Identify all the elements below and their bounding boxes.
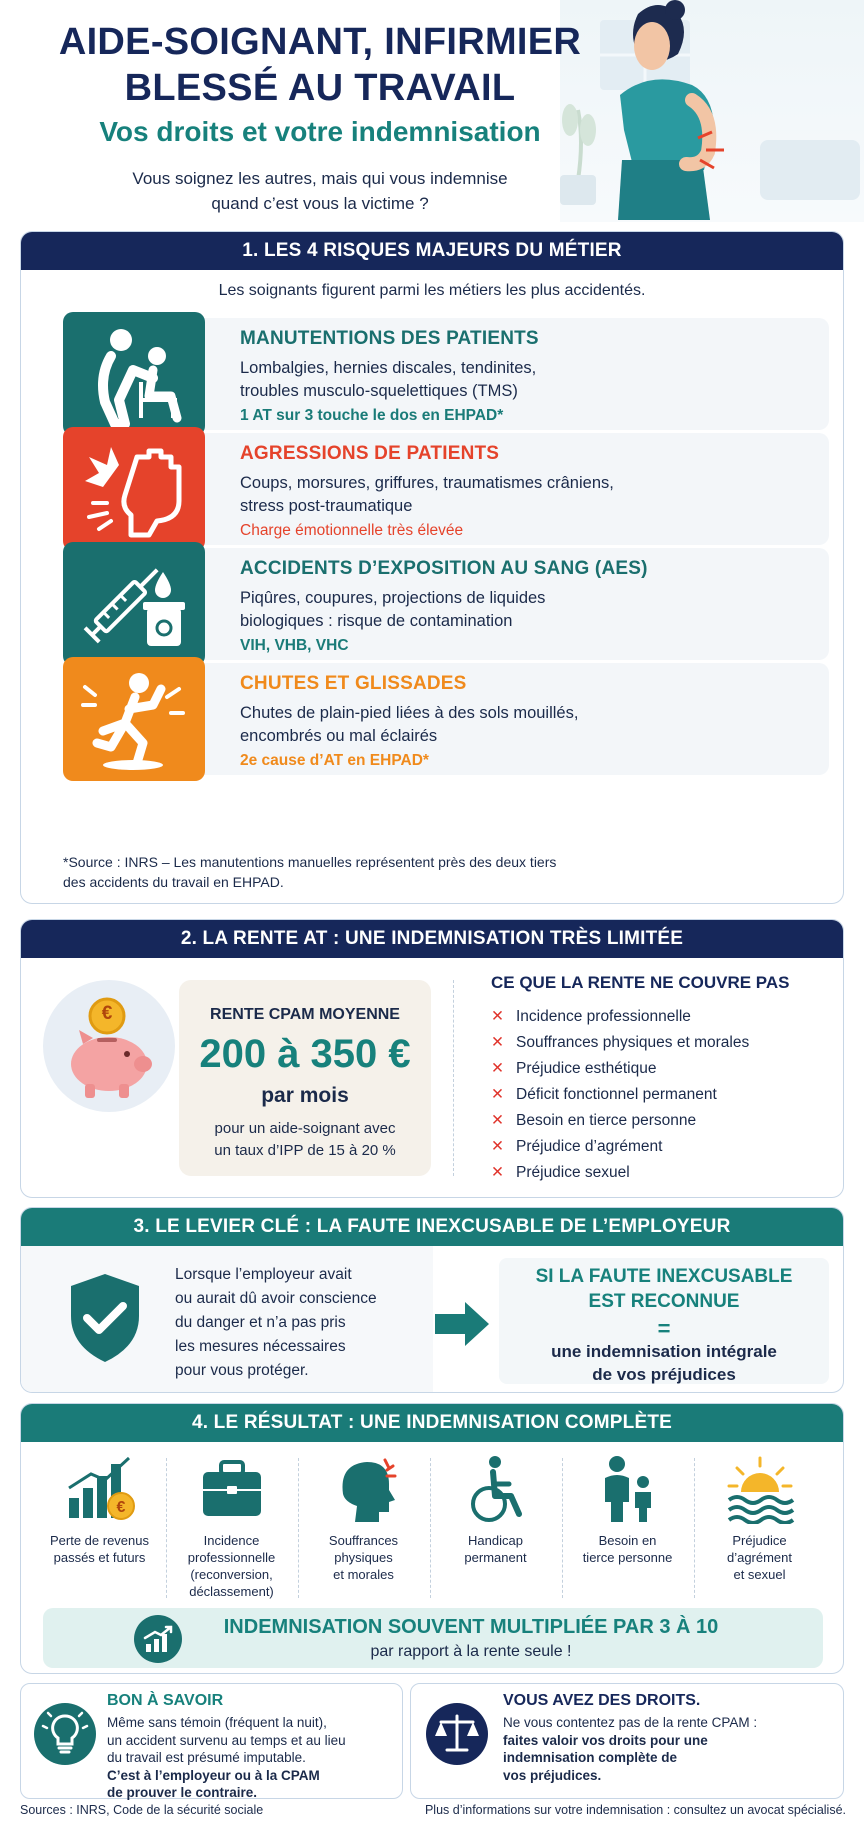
section-faute-inexcusable bbox=[20, 1207, 844, 1393]
result-heading-line: SI LA FAUTE INEXCUSABLE bbox=[535, 1266, 793, 1287]
not-covered-item bbox=[491, 1163, 630, 1182]
result-label bbox=[697, 1532, 822, 1583]
page-title-line2: BLESSÉ AU TRAVAIL bbox=[124, 67, 516, 109]
head-pain-icon bbox=[329, 1454, 399, 1524]
result-label-line: Préjudice bbox=[732, 1533, 787, 1548]
not-covered-label: Préjudice d’agrément bbox=[516, 1138, 663, 1155]
result-line: de vos préjudices bbox=[592, 1365, 736, 1384]
risk-title: CHUTES ET GLISSADES bbox=[240, 673, 467, 694]
section-risks bbox=[20, 231, 844, 904]
result-item-tierce-personne bbox=[565, 1454, 690, 1604]
section-rente bbox=[20, 919, 844, 1198]
intro-line: quand c’est vous la victime ? bbox=[211, 194, 429, 213]
result-label-line: Handicap bbox=[468, 1533, 523, 1548]
info-box-text bbox=[107, 1714, 397, 1802]
result-line: une indemnisation intégrale bbox=[551, 1342, 777, 1361]
risk-description bbox=[240, 472, 800, 518]
column-divider bbox=[298, 1458, 299, 1598]
fist-impact-icon bbox=[63, 427, 205, 551]
section-intro: Les soignants figurent parmi les métiers les plus accidentés. bbox=[218, 282, 646, 299]
multiplier-subtitle: par rapport à la rente seule ! bbox=[370, 1643, 572, 1660]
not-covered-item bbox=[491, 1007, 691, 1026]
svg-text:€: € bbox=[116, 1499, 126, 1516]
risk-desc-line: Chutes de plain-pied liées à des sols mouillés, bbox=[240, 704, 579, 722]
info-line-bold: faites valoir vos droits pour une bbox=[503, 1732, 708, 1748]
info-line-bold: de prouver le contraire. bbox=[107, 1785, 258, 1800]
result-label bbox=[433, 1532, 558, 1566]
info-line: Même sans témoin (fréquent la nuit), bbox=[107, 1715, 327, 1730]
result-heading bbox=[499, 1264, 829, 1314]
x-mark-icon: ✕ bbox=[491, 1164, 504, 1181]
info-box-vos-droits bbox=[410, 1683, 844, 1799]
result-label-line: et morales bbox=[333, 1567, 394, 1582]
result-label-line: et sexuel bbox=[733, 1567, 786, 1582]
not-covered-label: Préjudice sexuel bbox=[516, 1164, 630, 1181]
piggy-bank-icon bbox=[43, 980, 175, 1112]
result-label-line: Perte de revenus bbox=[49, 1533, 149, 1548]
info-box-title: VOUS AVEZ DES DROITS. bbox=[503, 1692, 701, 1709]
not-covered-label: Souffrances physiques et morales bbox=[516, 1034, 750, 1051]
not-covered-item bbox=[491, 1059, 656, 1078]
page-intro bbox=[60, 166, 580, 216]
result-label bbox=[565, 1532, 690, 1566]
rente-detail-line: un taux d’IPP de 15 à 20 % bbox=[214, 1142, 396, 1159]
risk-description bbox=[240, 702, 800, 748]
condition-line: les mesures nécessaires bbox=[175, 1338, 346, 1355]
info-line: Ne vous contentez pas de la rente CPAM : bbox=[503, 1715, 758, 1730]
column-divider bbox=[453, 980, 454, 1176]
equals-sign: = bbox=[657, 1316, 671, 1341]
x-mark-icon: ✕ bbox=[491, 1086, 504, 1103]
risk-title: MANUTENTIONS DES PATIENTS bbox=[240, 328, 539, 349]
result-label-line: permanent bbox=[464, 1550, 527, 1565]
risk-desc-line: biologiques : risque de contamination bbox=[240, 612, 513, 630]
not-covered-label: Besoin en tierce personne bbox=[516, 1112, 697, 1129]
risk-description bbox=[240, 587, 800, 633]
rente-detail-line: pour un aide-soignant avec bbox=[214, 1120, 396, 1137]
rente-detail bbox=[179, 1118, 431, 1162]
caregiver-icon bbox=[593, 1454, 663, 1524]
result-label-line: Incidence bbox=[203, 1533, 260, 1548]
risk-note: Charge émotionnelle très élevée bbox=[240, 522, 464, 539]
arrow-right-icon bbox=[431, 1298, 493, 1350]
page-title-line1: AIDE-SOIGNANT, INFIRMIER bbox=[58, 21, 582, 63]
section-title: 2. LA RENTE AT : UNE INDEMNISATION TRÈS LIMITÉE bbox=[21, 920, 843, 958]
revenue-chart-icon bbox=[65, 1454, 135, 1524]
source-line: des accidents du travail en EHPAD. bbox=[63, 874, 284, 890]
x-mark-icon: ✕ bbox=[491, 1112, 504, 1129]
risk-desc-line: stress post-traumatique bbox=[240, 497, 413, 515]
condition-line: pour vous protéger. bbox=[175, 1362, 309, 1379]
not-covered-label: Préjudice esthétique bbox=[516, 1060, 657, 1077]
sunset-icon bbox=[725, 1454, 795, 1524]
info-line-bold: vos préjudices. bbox=[503, 1767, 602, 1783]
risk-card-agressions bbox=[63, 427, 829, 551]
result-label bbox=[301, 1532, 426, 1583]
rente-amount: 200 à 350 € bbox=[199, 1032, 411, 1076]
wheelchair-icon bbox=[461, 1454, 531, 1524]
condition-line: Lorsque l’employeur avait bbox=[175, 1266, 352, 1283]
section-title: 4. LE RÉSULTAT : UNE INDEMNISATION COMPLÈTE bbox=[21, 1404, 843, 1442]
info-line-bold: C’est à l’employeur ou à la CPAM bbox=[107, 1767, 320, 1783]
not-covered-item bbox=[491, 1111, 696, 1130]
slipping-person-icon bbox=[63, 657, 205, 781]
x-mark-icon: ✕ bbox=[491, 1034, 504, 1051]
risk-title: ACCIDENTS D’EXPOSITION AU SANG (AES) bbox=[240, 558, 648, 579]
condition-text bbox=[175, 1263, 405, 1383]
result-label-line: professionnelle bbox=[187, 1550, 276, 1565]
result-item-revenus bbox=[37, 1454, 162, 1604]
risk-desc-line: encombrés ou mal éclairés bbox=[240, 727, 438, 745]
risk-desc-line: Piqûres, coupures, projections de liquides bbox=[240, 589, 546, 607]
footer-sources: Sources : INRS, Code de la sécurité sociale bbox=[20, 1803, 264, 1817]
risk-card-manutention bbox=[63, 312, 829, 436]
result-label-line: passés et futurs bbox=[53, 1550, 146, 1565]
result-label-line: physiques bbox=[334, 1550, 393, 1565]
info-box-title: BON À SAVOIR bbox=[107, 1692, 224, 1709]
column-divider bbox=[562, 1458, 563, 1598]
risk-desc-line: troubles musculo-squelettiques (TMS) bbox=[240, 382, 518, 400]
patient-handling-icon bbox=[63, 312, 205, 436]
result-label-line: tierce personne bbox=[582, 1550, 673, 1565]
result-label-line: (reconversion, bbox=[190, 1567, 273, 1582]
rente-label: RENTE CPAM MOYENNE bbox=[210, 1006, 400, 1023]
risk-note: VIH, VHB, VHC bbox=[240, 637, 349, 654]
section-title: 3. LE LEVIER CLÉ : LA FAUTE INEXCUSABLE DE L’EMPLOYEUR bbox=[21, 1208, 843, 1246]
syringe-biohazard-icon bbox=[63, 542, 205, 666]
info-line: du travail est présumé imputable. bbox=[107, 1750, 306, 1765]
risk-card-chutes bbox=[63, 657, 829, 781]
not-covered-label: Incidence professionnelle bbox=[516, 1008, 691, 1025]
x-mark-icon: ✕ bbox=[491, 1138, 504, 1155]
source-note bbox=[63, 852, 663, 892]
result-label-line: d’agrément bbox=[726, 1550, 793, 1565]
section-title: 1. LES 4 RISQUES MAJEURS DU MÉTIER bbox=[21, 232, 843, 270]
column-divider bbox=[166, 1458, 167, 1598]
risk-note: 1 AT sur 3 touche le dos en EHPAD* bbox=[240, 407, 504, 424]
result-label-line: déclassement) bbox=[189, 1584, 274, 1599]
risk-desc-line: Lombalgies, hernies discales, tendinites, bbox=[240, 359, 537, 377]
column-divider bbox=[694, 1458, 695, 1598]
result-item-souffrances bbox=[301, 1454, 426, 1604]
x-mark-icon: ✕ bbox=[491, 1008, 504, 1025]
not-covered-item bbox=[491, 1085, 717, 1104]
info-line: un accident survenu au temps et au lieu bbox=[107, 1732, 346, 1748]
risk-desc-line: Coups, morsures, griffures, traumatismes crâniens, bbox=[240, 474, 614, 492]
source-line: *Source : INRS – Les manutentions manuelles représentent près des deux tiers bbox=[63, 854, 557, 870]
info-box-text bbox=[503, 1714, 833, 1784]
result-item-handicap bbox=[433, 1454, 558, 1604]
risk-description bbox=[240, 357, 800, 403]
result-label bbox=[169, 1532, 294, 1600]
risk-title: AGRESSIONS DE PATIENTS bbox=[240, 443, 500, 464]
briefcase-icon bbox=[197, 1454, 267, 1524]
footer-info: Plus d’informations sur votre indemnisation : consultez un avocat spécialisé. bbox=[424, 1803, 846, 1817]
result-label-line: Besoin en bbox=[598, 1533, 657, 1548]
scales-of-justice-icon bbox=[425, 1702, 489, 1766]
not-covered-title: CE QUE LA RENTE NE COUVRE PAS bbox=[491, 973, 790, 992]
info-box-bon-a-savoir bbox=[20, 1683, 403, 1799]
result-item-incidence bbox=[169, 1454, 294, 1604]
x-mark-icon: ✕ bbox=[491, 1060, 504, 1077]
rente-amount-box bbox=[179, 980, 431, 1176]
column-divider bbox=[430, 1458, 431, 1598]
risk-note: 2e cause d’AT en EHPAD* bbox=[240, 752, 429, 769]
intro-line: Vous soignez les autres, mais qui vous indemnise bbox=[132, 169, 508, 188]
section-resultat bbox=[20, 1403, 844, 1674]
result-label bbox=[37, 1532, 162, 1566]
coin-symbol: € bbox=[101, 1003, 113, 1024]
result-text bbox=[499, 1340, 829, 1386]
not-covered-item bbox=[491, 1033, 749, 1052]
info-line-bold: indemnisation complète de bbox=[503, 1750, 678, 1765]
not-covered-item bbox=[491, 1137, 662, 1156]
rente-period: par mois bbox=[261, 1084, 349, 1107]
result-label-line: Souffrances bbox=[328, 1533, 399, 1548]
risk-card-aes bbox=[63, 542, 829, 666]
condition-line: ou aurait dû avoir conscience bbox=[175, 1290, 377, 1307]
result-heading-line: EST RECONNUE bbox=[588, 1291, 740, 1312]
shield-check-icon bbox=[65, 1270, 145, 1366]
lightbulb-icon bbox=[33, 1702, 97, 1766]
not-covered-label: Déficit fonctionnel permanent bbox=[516, 1086, 717, 1103]
condition-line: du danger et n’a pas pris bbox=[175, 1314, 346, 1331]
result-item-agrement bbox=[697, 1454, 822, 1604]
page-header bbox=[0, 0, 864, 222]
multiplier-title: INDEMNISATION SOUVENT MULTIPLIÉE PAR 3 À 10 bbox=[223, 1616, 719, 1638]
page-subtitle: Vos droits et votre indemnisation bbox=[99, 116, 541, 147]
